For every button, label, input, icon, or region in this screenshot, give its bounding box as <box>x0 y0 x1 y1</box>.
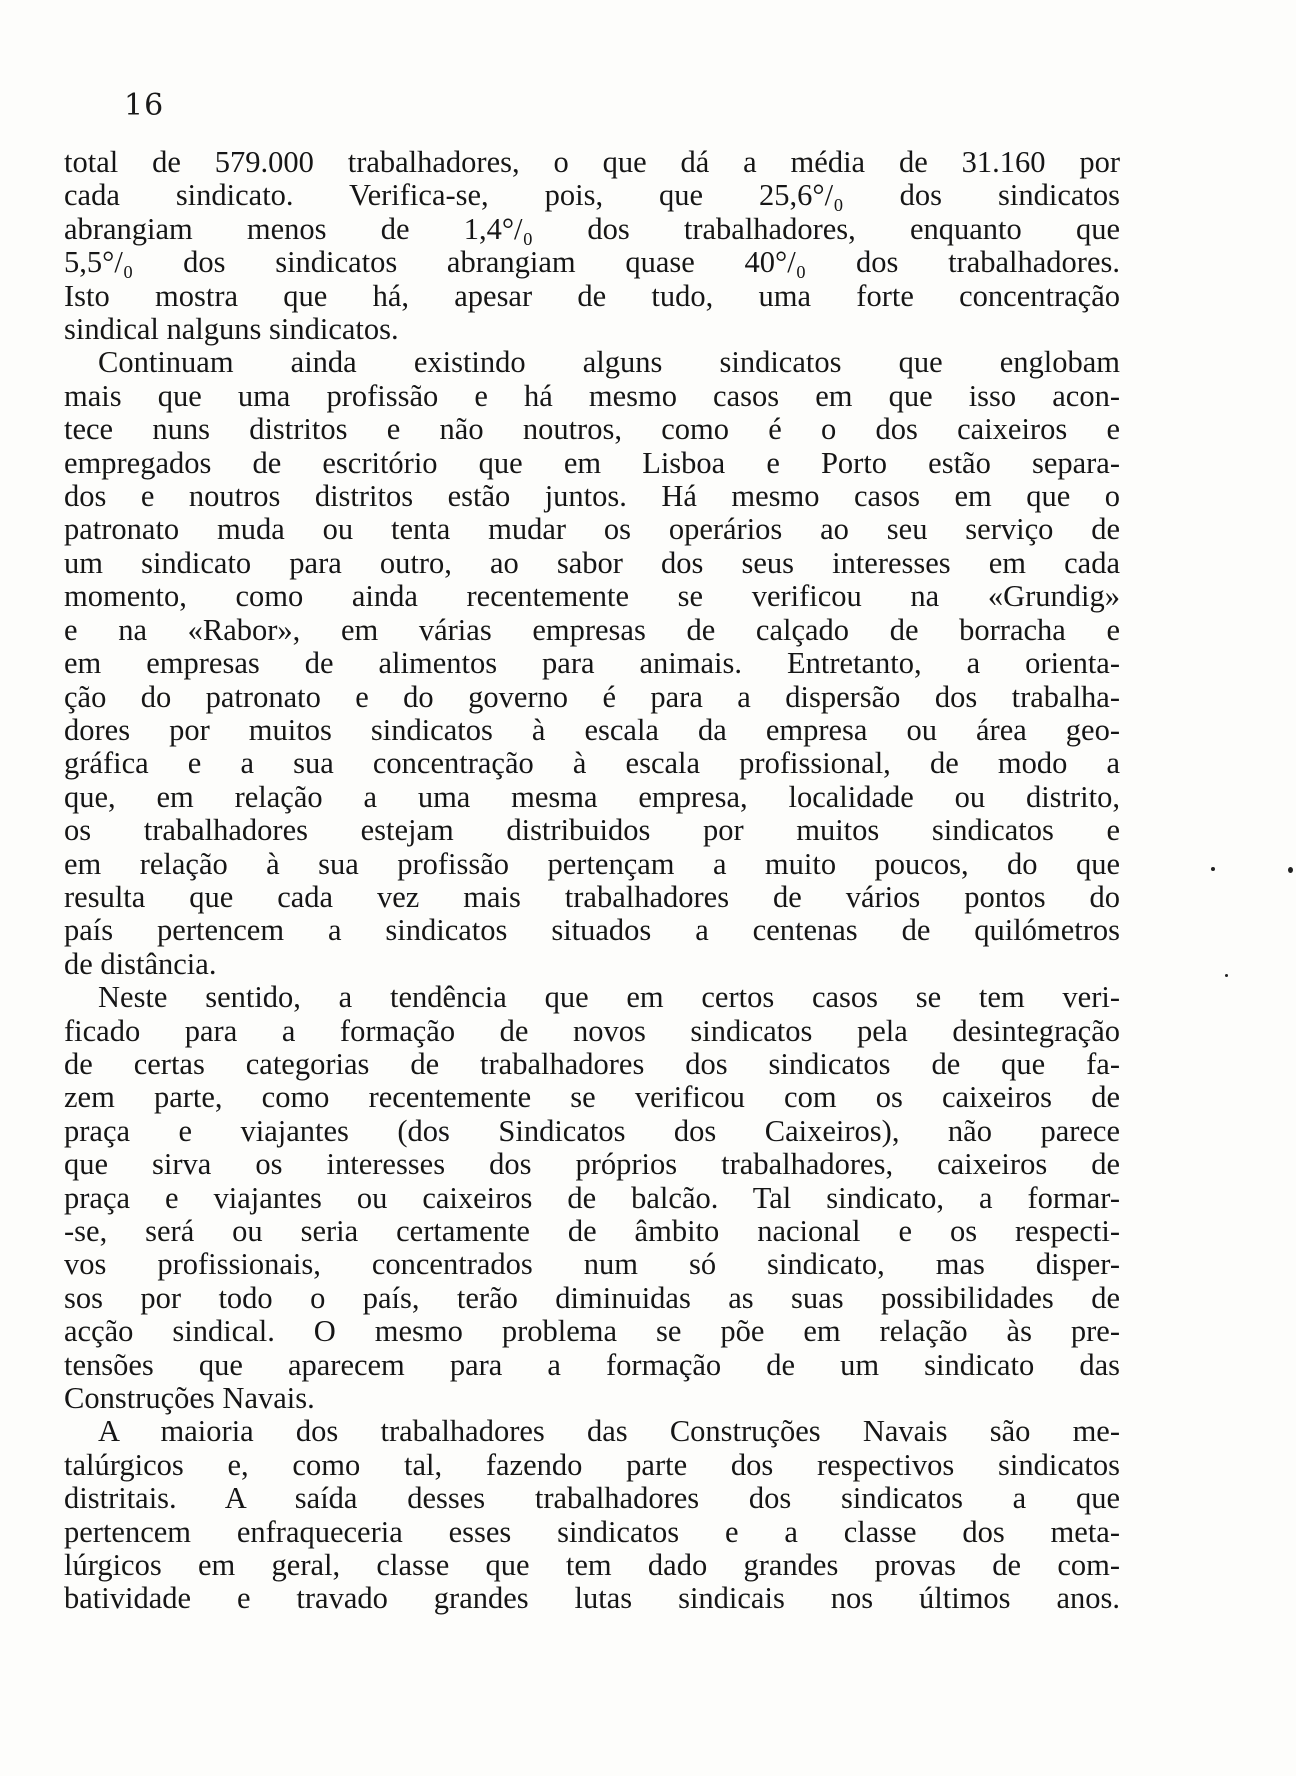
text-line: lúrgicos em geral, classe que tem dado grandes provas de com- <box>64 1548 1120 1583</box>
scan-speck <box>1225 974 1228 977</box>
text-line: vos profissionais, concentrados num só sindicato, mas disper- <box>64 1247 1120 1282</box>
text-line: zem parte, como recentemente se verificou com os caixeiros de <box>64 1080 1120 1115</box>
text-line: e na «Rabor», em várias empresas de calçado de borracha e <box>64 612 1120 647</box>
text-line: pertencem enfraqueceria esses sindicatos e a classe dos meta- <box>64 1514 1120 1549</box>
text-line: patronato muda ou tenta mudar os operários ao seu serviço de <box>64 512 1120 547</box>
text-line: praça e viajantes (dos Sindicatos dos Caixeiros), não parece <box>64 1113 1120 1148</box>
text-line: total de 579.000 trabalhadores, o que dá a média de 31.160 por <box>64 145 1120 179</box>
text-line: empregados de escritório que em Lisboa e Porto estão separa- <box>64 445 1120 480</box>
text-line: talúrgicos e, como tal, fazendo parte dos respectivos sindicatos <box>64 1447 1120 1482</box>
text-line: gráfica e a sua concentração à escala profissional, de modo a <box>64 746 1120 781</box>
text-line: Neste sentido, a tendência que em certos casos se tem veri- <box>98 980 1120 1015</box>
text-line: resulta que cada vez mais trabalhadores de vários pontos do <box>64 879 1120 914</box>
text-line: 5,5°/₀ dos sindicatos abrangiam quase 40°/₀ dos trabalhadores. <box>64 245 1120 280</box>
text-line: ficado para a formação de novos sindicatos pela desintegração <box>64 1013 1120 1048</box>
text-line: dores por muitos sindicatos à escala da empresa ou área geo- <box>64 712 1120 747</box>
text-line: mais que uma profissão e há mesmo casos em que isso acon- <box>64 378 1120 413</box>
text-line: abrangiam menos de 1,4°/₀ dos trabalhadores, enquanto que <box>64 211 1120 246</box>
text-line: ção do patronato e do governo é para a dispersão dos trabalha- <box>64 679 1120 714</box>
scan-speck <box>1211 867 1215 871</box>
scan-speck <box>1288 867 1293 873</box>
text-line: Continuam ainda existindo alguns sindicatos que englobam <box>98 345 1120 380</box>
text-line: de certas categorias de trabalhadores dos sindicatos de que fa- <box>64 1046 1120 1081</box>
text-line: tece nuns distritos e não noutros, como é o dos caixeiros e <box>64 412 1120 447</box>
text-line: dos e noutros distritos estão juntos. Há mesmo casos em que o <box>64 479 1120 514</box>
text-line: batividade e travado grandes lutas sindicais nos últimos anos. <box>64 1581 1120 1616</box>
text-line: em empresas de alimentos para animais. Entretanto, a orienta- <box>64 646 1120 681</box>
text-line: que, em relação a uma mesma empresa, localidade ou distrito, <box>64 779 1120 814</box>
text-line: momento, como ainda recentemente se verificou na «Grundig» <box>64 579 1120 614</box>
text-line: tensões que aparecem para a formação de um sindicato das <box>64 1347 1120 1382</box>
text-line: um sindicato para outro, ao sabor dos seus interesses em cada <box>64 545 1120 580</box>
text-line: os trabalhadores estejam distribuidos por muitos sindicatos e <box>64 813 1120 848</box>
text-line: -se, será ou seria certamente de âmbito nacional e os respecti- <box>64 1214 1120 1248</box>
text-line: distritais. A saída desses trabalhadores dos sindicatos a que <box>64 1481 1120 1516</box>
text-line: sos por todo o país, terão diminuidas as suas possibilidades de <box>64 1280 1120 1315</box>
text-line: Isto mostra que há, apesar de tudo, uma forte concentração <box>64 278 1120 313</box>
body-text <box>64 146 1120 1616</box>
text-line: sindical nalguns sindicatos. <box>64 312 399 347</box>
page-number: 16 <box>124 88 165 123</box>
text-line: que sirva os interesses dos próprios trabalhadores, caixeiros de <box>64 1147 1120 1182</box>
text-line: praça e viajantes ou caixeiros de balcão. Tal sindicato, a formar- <box>64 1180 1120 1215</box>
text-line: A maioria dos trabalhadores das Construções Navais são me- <box>98 1414 1120 1449</box>
text-line: acção sindical. O mesmo problema se põe em relação às pre- <box>64 1314 1120 1349</box>
text-line: de distância. <box>64 946 217 981</box>
text-line: cada sindicato. Verifica-se, pois, que 25,6°/₀ dos sindicatos <box>64 178 1120 213</box>
text-line: país pertencem a sindicatos situados a centenas de quilómetros <box>64 913 1120 948</box>
text-line: em relação à sua profissão pertençam a muito poucos, do que <box>64 846 1120 881</box>
text-line: Construções Navais. <box>64 1381 315 1416</box>
